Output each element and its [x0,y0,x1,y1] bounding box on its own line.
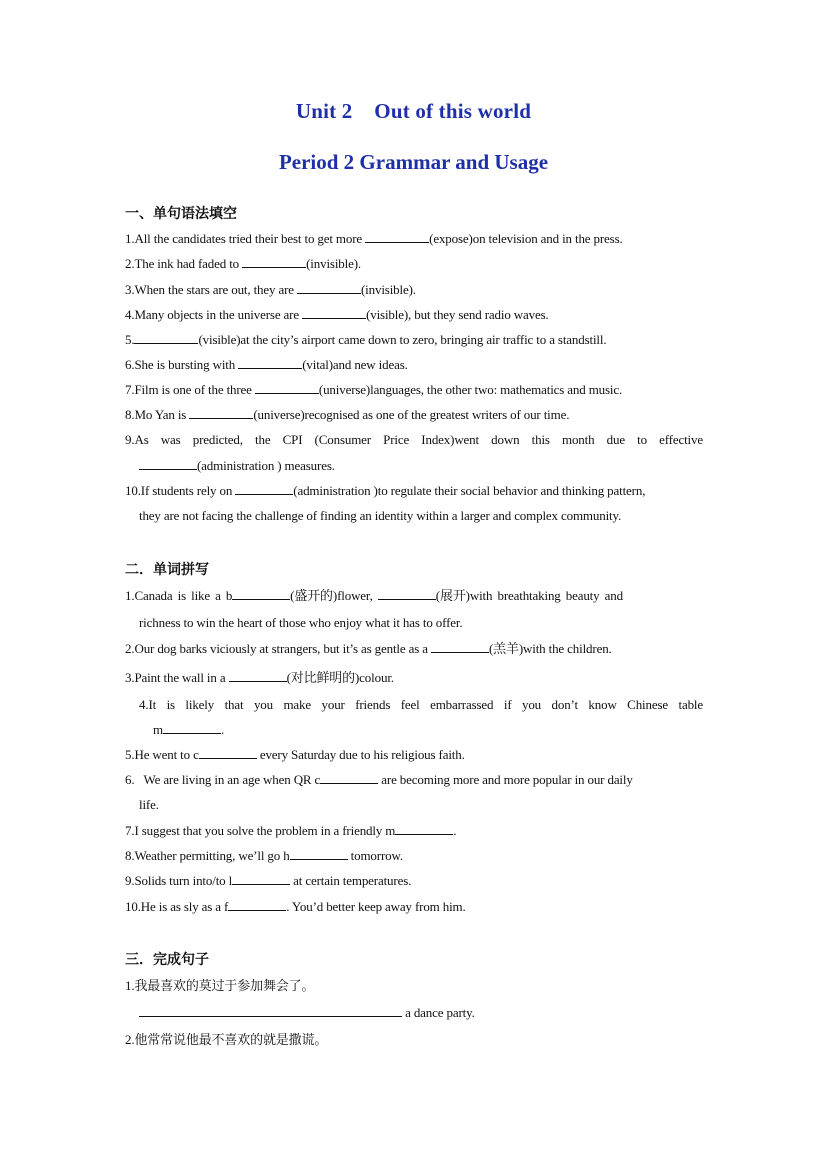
s1-item-10-cont: they are not facing the challenge of finding an identity within a larger and complex community. [139,508,622,523]
answer-blank[interactable] [255,382,319,394]
s1-item-3: 3.When the stars are out, they are (invisible). [125,282,416,297]
answer-blank[interactable] [238,357,302,369]
s2-item-8: 8.Weather permitting, we’ll go h tomorrow. [125,848,403,863]
section3-heading: 三．完成句子 [125,952,209,968]
s2-item-10: 10.He is as sly as a f . You’d better keep away from him. [125,899,466,914]
answer-blank[interactable] [134,332,198,344]
answer-blank[interactable] [139,458,197,470]
s1-item-5: 5. (visible)at the city’s airport came down to zero, bringing air traffic to a standstill. [125,332,607,347]
s2-item-1-cont: richness to win the heart of those who enjoy what it has to offer. [139,615,463,630]
s1-item-8: 8.Mo Yan is (universe)recognised as one of the greatest writers of our time. [125,407,570,422]
answer-blank[interactable] [365,231,429,243]
answer-blank[interactable] [229,670,287,682]
s2-item-3: 3.Paint the wall in a (对比鲜明的)colour. [125,670,394,685]
s3-item-2-prompt: 2.他常常说他最不喜欢的就是撒谎。 [125,1032,328,1047]
answer-blank[interactable] [431,641,489,653]
answer-blank[interactable] [290,848,348,860]
answer-blank[interactable] [235,483,293,495]
answer-blank[interactable] [320,772,378,784]
s1-item-9: 9.As was predicted, the CPI (Consumer Price Index)went down this month due to effective [125,432,703,447]
period-title: Period 2 Grammar and Usage [278,150,549,174]
answer-blank[interactable] [189,407,253,419]
answer-blank[interactable] [228,899,286,911]
s3-item-1-prompt: 1.我最喜欢的莫过于参加舞会了。 [125,978,315,993]
s1-item-1: 1.All the candidates tried their best to get more (expose)on television and in the press. [125,231,623,246]
s1-item-10: 10.If students rely on (administration )to regulate their social behavior and thinking pattern, [125,483,646,498]
s2-item-7: 7.I suggest that you solve the problem in a friendly m . [125,823,457,838]
answer-blank[interactable] [163,722,221,734]
answer-blank[interactable] [297,282,361,294]
section1-heading: 一、单句语法填空 [125,206,237,222]
answer-blank[interactable] [199,747,257,759]
answer-blank[interactable] [232,873,290,885]
s2-item-9: 9.Solids turn into/to l at certain temperatures. [125,873,412,888]
s3-item-1-answer: a dance party. [139,1005,703,1021]
s2-item-4-cont: m . [153,722,225,737]
s2-item-5: 5.He went to c every Saturday due to his religious faith. [125,747,465,762]
s2-item-6: 6. We are living in an age when QR c are becoming more and more popular in our daily [125,772,633,787]
s2-item-1: 1.Canada is like a b (盛开的)flower, (展开)with breathtaking beauty and [125,588,623,603]
answer-blank[interactable] [242,256,306,268]
answer-blank[interactable] [232,588,290,600]
s2-item-2: 2.Our dog barks viciously at strangers, but it’s as gentle as a (羔羊)with the children. [125,641,612,656]
s2-item-4: 4.It is likely that you make your friends feel embarrassed if you don’t know Chinese table [139,697,703,712]
answer-blank[interactable] [302,307,366,319]
s1-item-7: 7.Film is one of the three (universe)languages, the other two: mathematics and music. [125,382,623,397]
s1-item-9-cont: (administration ) measures. [139,458,703,474]
s1-item-2: 2.The ink had faded to (invisible). [125,256,362,271]
s1-item-4: 4.Many objects in the universe are (visible), but they send radio waves. [125,307,549,322]
s1-item-6: 6.She is bursting with (vital)and new ideas. [125,357,408,372]
unit-title: Unit 2 Out of this world [295,99,532,123]
s2-item-6-cont: life. [139,797,159,812]
answer-blank[interactable] [378,588,436,600]
section2-heading: 二．单词拼写 [125,562,209,578]
answer-blank[interactable] [395,823,453,835]
answer-line[interactable] [139,1005,402,1017]
